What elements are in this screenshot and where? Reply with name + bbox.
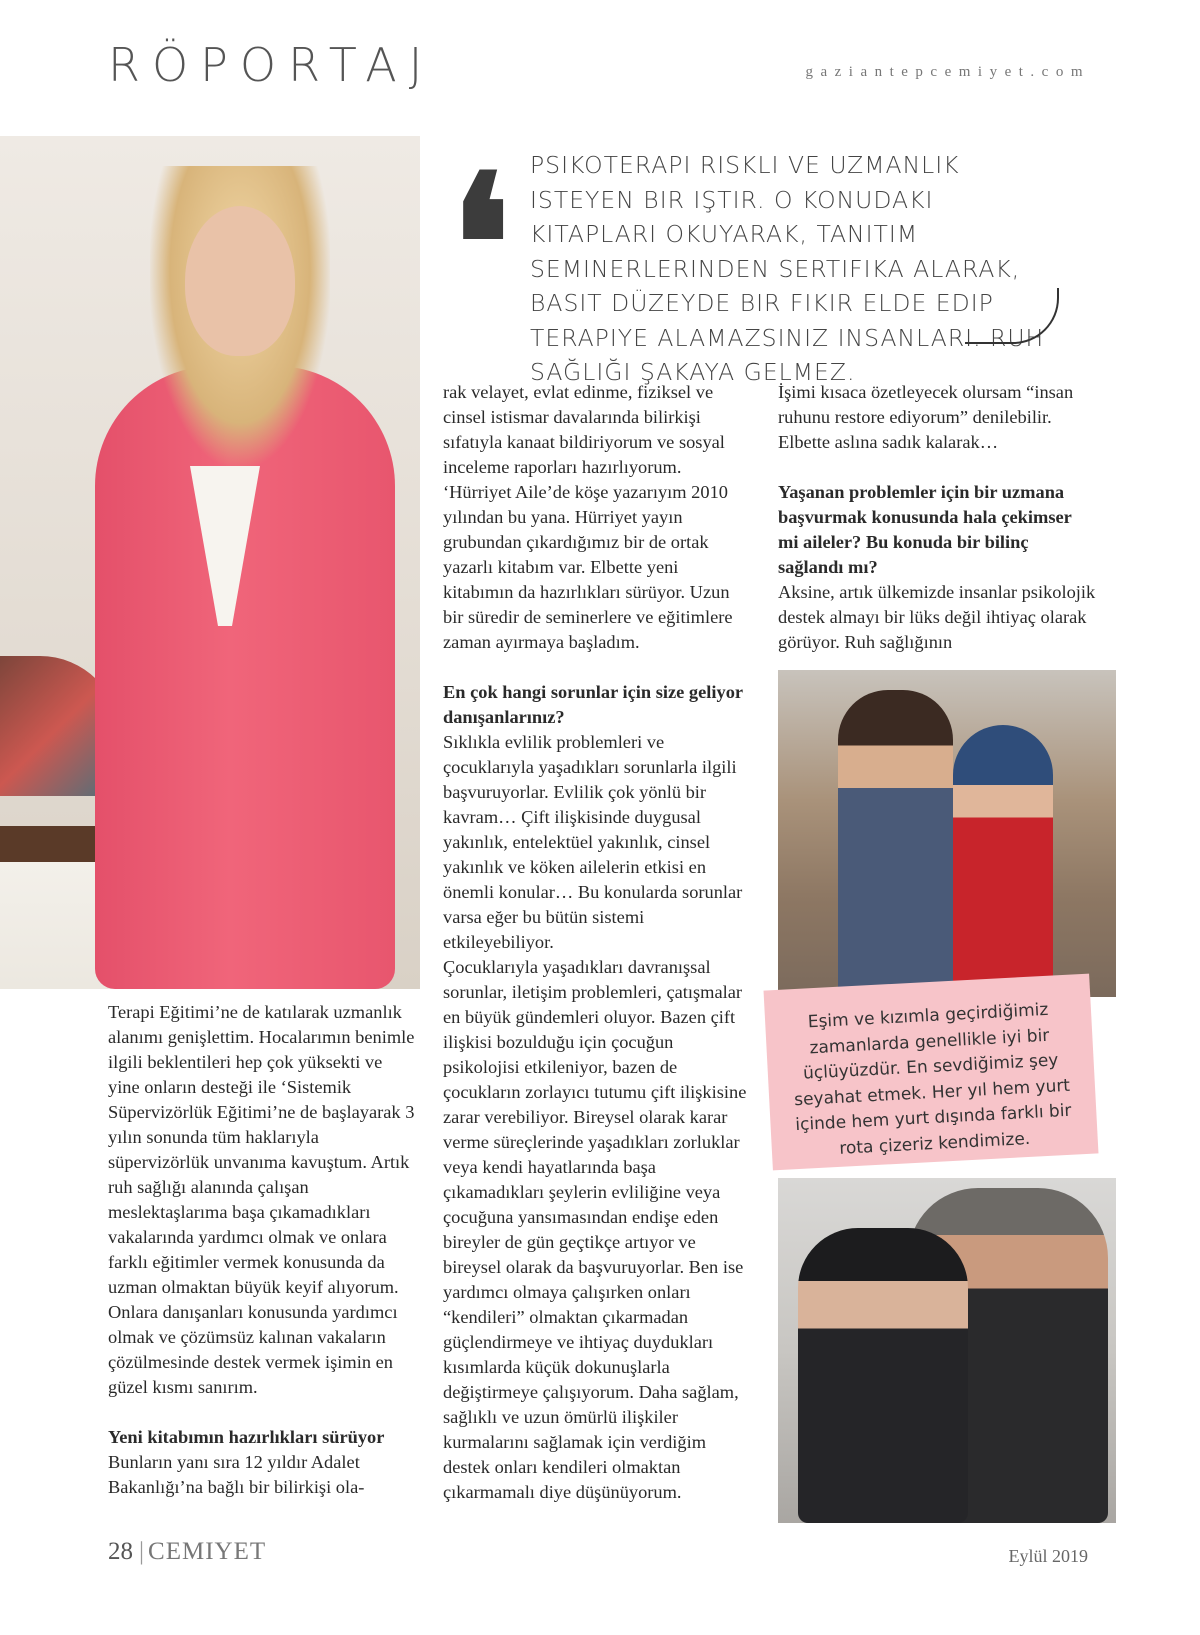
woman-figure — [953, 725, 1053, 997]
couple-colosseum-photo — [778, 670, 1116, 997]
man-figure — [838, 690, 953, 997]
paragraph: Terapi Eğitimi’ne de katılarak uzmanlık alanımı genişlettim. Hocalarımın benimle ilgili beklentileri hep çok yüksekti ve yine onların desteği ile ‘Sistemik Süpervizörlük Eğitimi’ne de başlayarak 3 yılın sonunda tüm haklarıyla süpervizörlük unvanıma kavuştum. Artık ruh sağlığı alanında çalışan meslektaşlarıma başa çıkamadıkları vakalarında yardımcı olmak ve onlara farklı eğitimler vermek konusunda da uzman olmaktan büyük keyif alıyorum. Onlara danışanları konusunda yardımcı olmak ve çözümsüz kalınan vakaların çözülmesinde destek vermek işimin en güzel kısmı sanırım. — [108, 1002, 415, 1397]
paragraph: Sıklıkla evlilik problemleri ve çocuklarıyla yaşadıkları sorunlarla ilgili başvuruyorlar. Evlilik çok yönlü bir kavram… Çift ilişkisinde duygusal yakınlık, entelektüel yakınlık, cinsel yakınlık ve köken ailelerin etkisi en önemli konular… Bu konularda sorunlar varsa eğer bu bütün sistemi etkileyebiliyor. — [443, 732, 743, 952]
issue-date: Eylül 2019 — [1008, 1546, 1088, 1566]
section-title: RÖPORTAJ — [108, 38, 435, 92]
face — [185, 206, 295, 356]
paragraph: Bunların yanı sıra 12 yıldır Adalet Bakanlığı’na bağlı bir bilirkişi ola- — [108, 1452, 365, 1497]
couple-paris-photo — [778, 1178, 1116, 1523]
subheading: Yeni kitabımın hazırlıkları sürüyor — [108, 1427, 385, 1447]
paragraph: İşimi kısaca özetleyecek olursam “insan ruhunu restore ediyorum” denilebilir. Elbette aslına sadık kalarak… — [778, 382, 1074, 452]
separator: | — [139, 1538, 145, 1565]
woman-figure — [798, 1228, 968, 1523]
column-right — [778, 380, 1096, 655]
pull-quote: PSIKOTERAPI RISKLI VE UZMANLIK ISTEYEN BIR IŞTIR. O KONUDAKI KITAPLARI OKUYARAK, TANITIM SEMINERLERINDEN SERTIFIKA ALARAK, BASIT DÜZEYDE BIR FIKIR ELDE EDIP TERAPIYE ALAMAZSINIZ INSANLARI. RUH SAĞLIĞI ŞAKAYA GELMEZ. — [530, 151, 1045, 386]
column-middle — [443, 380, 753, 1505]
paragraph: Çocuklarıyla yaşadıkları davranışsal sorunlar, iletişim problemleri, çatışmalar en büyük gündemleri oluyor. Bazen çift ilişkisi bozulduğu için çocuğun psikolojisi etkileniyor, bazen de çocukların zorlayıcı tutumu çift ilişkisine zarar verebiliyor. Bireysel olarak karar verme süreçlerinde yaşadıkları zorluklar veya kendi hayatlarında başa çıkamadıkları şeylerin evliliğine veya çocuğuna yansımasından endişe eden bireyler de gün geçtikçe artıyor ve bireysel olarak da başvuruyorlar. Ben ise yardımcı olmaya çalışırken onları “kendileri” olmaktan çıkarmadan güçlendirmeye ve ihtiyaç duydukları kısımlarda küçük dokunuşlarla değiştirmeye çalışıyorum. Daha sağlam, sağlıklı ve uzun ömürlü ilişkiler kurmalarını sağlamak için verdiğim destek onları kendileri olmaktan çıkarmamalı diye düşünüyorum. — [443, 957, 747, 1502]
question-heading: Yaşanan problemler için bir uzmana başvurmak konusunda hala çekimser mi aileler? Bu konuda bir bilinç sağlandı mı? — [778, 482, 1072, 577]
photo-caption: Eşim ve kızımla geçirdiğimiz zamanlarda genellikle iyi bir üçlüyüzdür. En sevdiğimiz şey seyahat etmek. Her yıl hem yurt içinde hem yurt dışında farklı bir rota çizeriz kendimize. — [764, 974, 1099, 1171]
website-address[interactable]: gaziantepcemiyet.com — [805, 64, 1090, 80]
magazine-name: CEMIYET — [148, 1538, 267, 1565]
portrait-photo — [0, 136, 420, 989]
paragraph: rak velayet, evlat edinme, fiziksel ve cinsel istismar davalarında bilirkişi sıfatıyla kanaat bildiriyorum ve sosyal inceleme raporları hazırlıyorum. ‘Hürriyet Aile’de köşe yazarıyım 2010 yılından bu yana. Hürriyet yayın grubundan çıkardığımız bir de ortak yazarlı kitabım var. Elbette yeni kitabımın da hazırlıkları sürüyor. Uzun bir süredir de seminerlere ve eğitimlere zaman ayırmaya başladım. — [443, 382, 733, 652]
question-heading: En çok hangi sorunlar için size geliyor danışanlarınız? — [443, 682, 743, 727]
page-number: 28 — [108, 1538, 133, 1565]
paragraph: Aksine, artık ülkemizde insanlar psikolojik destek almayı bir lüks değil ihtiyaç olarak görüyor. Ruh sağlığının — [778, 582, 1096, 652]
footer-left — [108, 1538, 266, 1566]
quote-mark-icon: ❛ — [450, 133, 512, 356]
column-left — [108, 1000, 418, 1500]
